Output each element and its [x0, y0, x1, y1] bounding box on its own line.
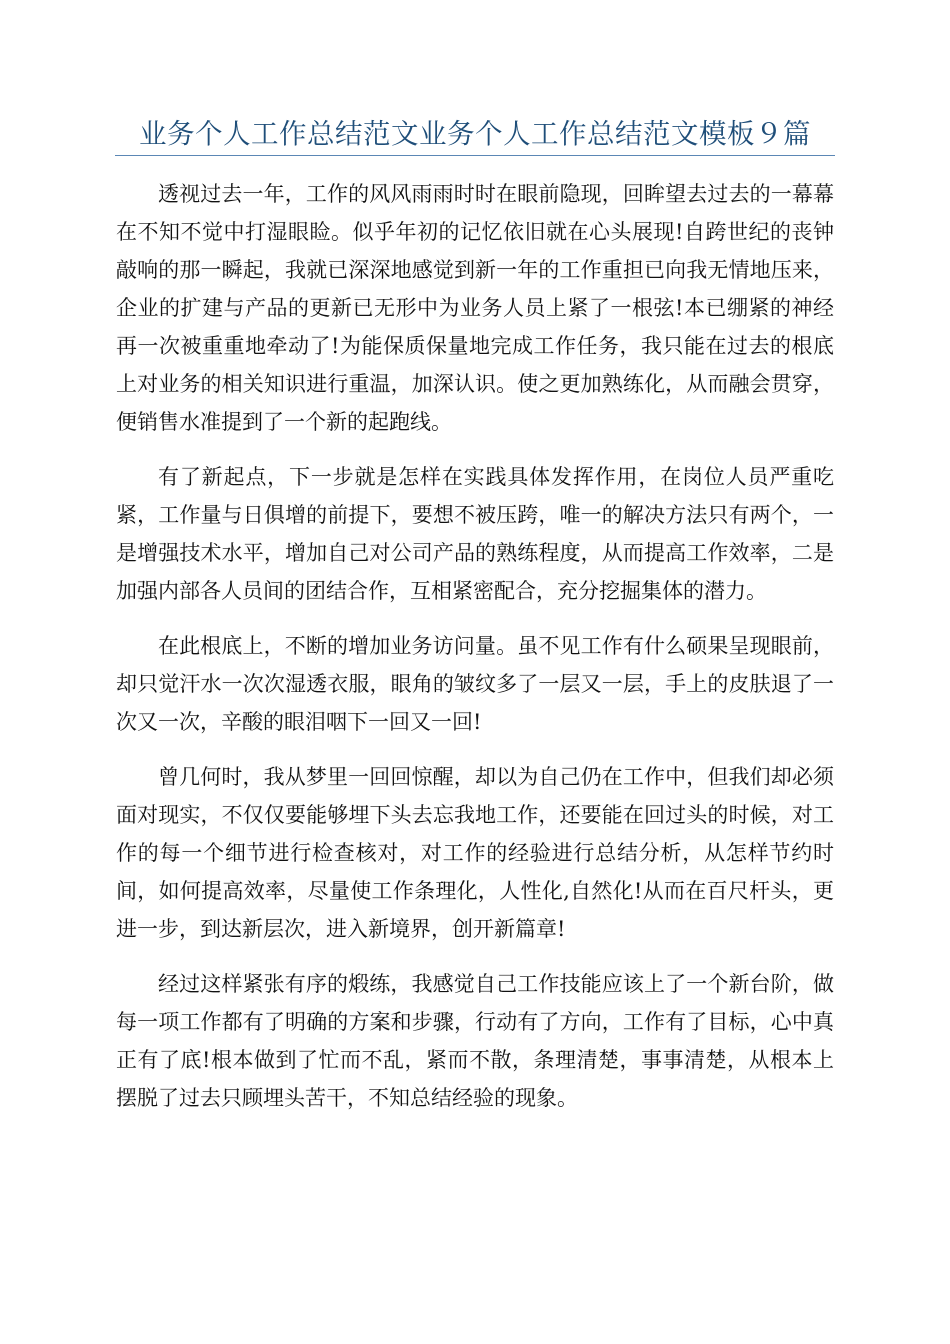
document-title: 业务个人工作总结范文业务个人工作总结范文模板９篇	[139, 118, 811, 150]
paragraph: 经过这样紧张有序的煅练，我感觉自己工作技能应该上了一个新台阶，做每一项工作都有了明确的方案和步骤，行动有了方向，工作有了目标，心中真正有了底!根本做到了忙而不乱，紧而不散，条理清楚，事事清楚，从根本上摆脱了过去只顾埋头苦干，不知总结经验的现象。	[116, 972, 834, 1110]
paragraph: 在此根底上，不断的增加业务访问量。虽不见工作有什么硕果呈现眼前，却只觉汗水一次次湿透衣服，眼角的皱纹多了一层又一层，手上的皮肤退了一次又一次，辛酸的眼泪咽下一回又一回!	[116, 634, 834, 734]
paragraph: 有了新起点，下一步就是怎样在实践具体发挥作用，在岗位人员严重吃紧，工作量与日俱增的前提下，要想不被压跨，唯一的解决方法只有两个，一是增强技术水平，增加自己对公司产品的熟练程度，从而提高工作效率，二是加强内部各人员间的团结合作，互相紧密配合，充分挖掘集体的潜力。	[116, 465, 834, 603]
title-underline	[115, 155, 835, 156]
paragraph: 曾几何时，我从梦里一回回惊醒，却以为自己仍在工作中，但我们却必须面对现实，不仅仅要能够埋下头去忘我地工作，还要能在回过头的时候，对工作的每一个细节进行检查核对，对工作的经验进行总结分析，从怎样节约时间，如何提高效率，尽量使工作条理化，人性化,自然化!从而在百尺杆头，更进一步，到达新层次，进入新境界，创开新篇章!	[116, 765, 834, 941]
document-body	[116, 175, 834, 1134]
paragraph: 透视过去一年，工作的风风雨雨时时在眼前隐现，回眸望去过去的一幕幕在不知不觉中打湿眼睑。似乎年初的记忆依旧就在心头展现!自跨世纪的丧钟敲响的那一瞬起，我就已深深地感觉到新一年的工作重担已向我无情地压来，企业的扩建与产品的更新已无形中为业务人员上紧了一根弦!本已绷紧的神经再一次被重重地牵动了!为能保质保量地完成工作任务，我只能在过去的根底上对业务的相关知识进行重温，加深认识。使之更加熟练化，从而融会贯穿，便销售水准提到了一个新的起跑线。	[116, 182, 834, 434]
